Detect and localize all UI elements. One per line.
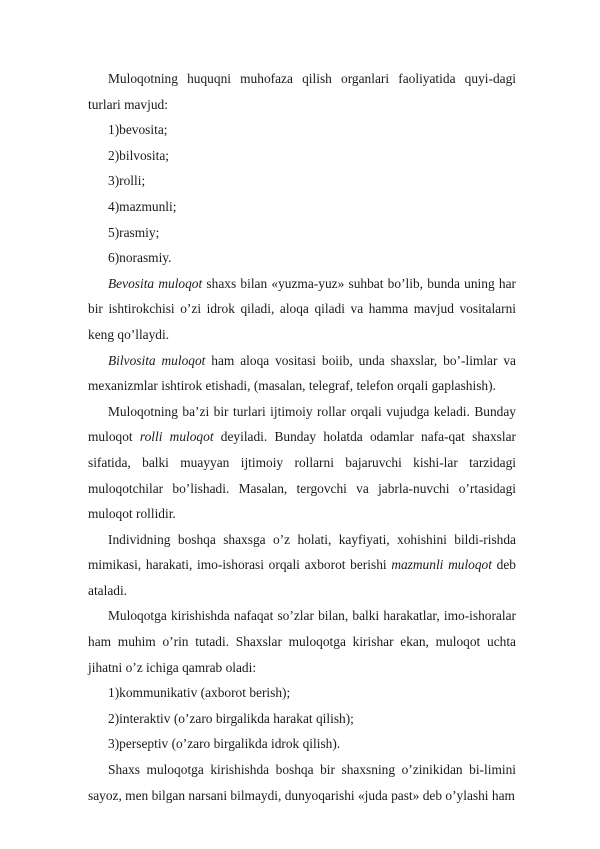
list-item: 2)bilvosita; xyxy=(108,147,169,163)
term-rolli: rolli muloqot xyxy=(139,429,214,445)
list-item: 2)interaktiv (o’zaro birgalikda harakat qilish); xyxy=(108,710,354,726)
paragraph-final: Shaxs muloqotga kirishishda boshqa bir shaxsning o’zinikidan bi-limini sayoz, men bilgan narsani bilmaydi, dunyoqarishi «juda past» deb o’ylashi ham xyxy=(88,762,516,803)
paragraph-text: Individning boshqa shaxsga o’z holati, kayfiyati, xohishini bildi-rishda mimikasi, harakati, imo-ishorasi orqali axborot berishi xyxy=(88,531,516,573)
term-mazmunli: mazmunli muloqot xyxy=(391,557,492,573)
list-item: 6)norasmiy. xyxy=(108,250,172,266)
term-bilvosita: Bilvosita muloqot xyxy=(108,352,206,368)
list-item: 3)rolli; xyxy=(108,173,146,189)
list-item: 1)bevosita; xyxy=(108,122,168,138)
paragraph-rolli xyxy=(88,399,516,527)
paragraph-mazmunli xyxy=(88,527,516,604)
paragraph-text: deyiladi. Bunday holatda odamlar nafa-qat shaxslar sifatida, balki muayyan ijtimoiy rollarni bajaruvchi kishi-lar tarzidagi muloqotchilar bo’lishadi. Masalan, tergovchi va jabrla-nuvchi o’rtasidagi muloqot rollidir. xyxy=(88,429,516,522)
paragraph-bilvosita xyxy=(88,348,516,399)
list-item: 4)mazmunli; xyxy=(108,198,177,214)
paragraph-text: ham aloqa vositasi boiib, unda shaxslar, bo’-limlar va mexanizmlar ishtirok etishadi, (masalan, telegraf, telefon orqali gaplashish). xyxy=(88,352,516,394)
term-bevosita: Bevosita muloqot xyxy=(108,275,203,291)
paragraph-text: shaxs bilan «yuzma-yuz» suhbat bo’lib, bunda uning har bir ishtirokchisi o’zi idrok qiladi, aloqa qiladi va hamma mavjud vositalarni keng qo’llaydi. xyxy=(88,275,516,342)
paragraph-bevosita xyxy=(88,271,516,348)
paragraph-text: Muloqotning ba’zi bir turlari ijtimoiy rollar orqali vujudga keladi. Bunday muloqot xyxy=(88,403,516,445)
paragraph-text: deb ataladi. xyxy=(88,557,516,598)
paragraph-intro: Muloqotning huquqni muhofaza qilish organlari faoliyatida quyi-dagi turlari mavjud: xyxy=(88,71,516,112)
paragraph-aspects: Muloqotga kirishishda nafaqat so’zlar bilan, balki harakatlar, imo-ishoralar ham muhim o’rin tutadi. Shaxslar muloqotga kirishar ekan, muloqot uchta jihatni o’z ichiga qamrab oladi: xyxy=(88,608,516,675)
list-item: 5)rasmiy; xyxy=(108,224,160,240)
list-item: 1)kommunikativ (axborot berish); xyxy=(108,685,291,701)
body-text xyxy=(88,66,516,808)
list-item: 3)perseptiv (o’zaro birgalikda idrok qilish). xyxy=(108,736,341,752)
